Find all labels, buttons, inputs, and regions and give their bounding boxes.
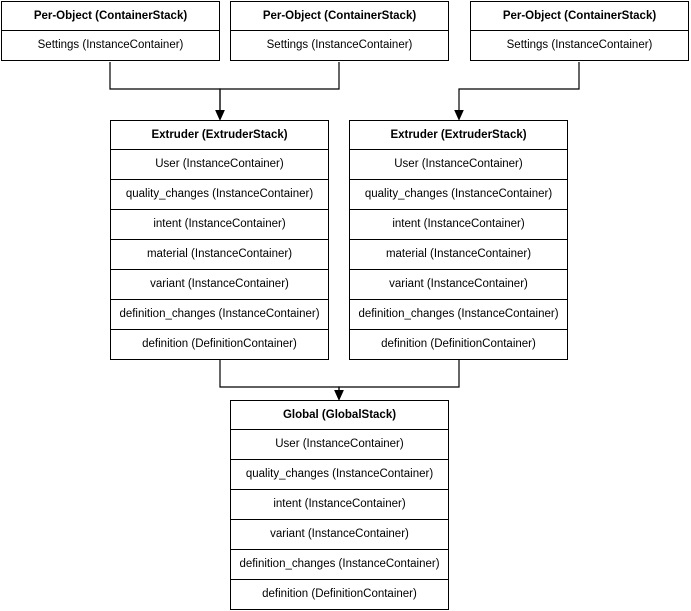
stack-header-extruder-1: Extruder (ExtruderStack)	[110, 120, 329, 150]
stack-row: User (InstanceContainer)	[110, 150, 329, 180]
stack-row: variant (InstanceContainer)	[110, 270, 329, 300]
stack-row: intent (InstanceContainer)	[230, 490, 449, 520]
stack-row: Settings (InstanceContainer)	[230, 31, 449, 61]
stack-header-per-object-3: Per-Object (ContainerStack)	[470, 1, 689, 31]
stack-row: intent (InstanceContainer)	[110, 210, 329, 240]
edge-per-object-2-to-extruder-1	[220, 62, 339, 116]
stack-row: intent (InstanceContainer)	[349, 210, 568, 240]
stack-row: definition_changes (InstanceContainer)	[110, 300, 329, 330]
stack-row: Settings (InstanceContainer)	[470, 31, 689, 61]
stack-row: definition_changes (InstanceContainer)	[230, 550, 449, 580]
stack-header-global: Global (GlobalStack)	[230, 400, 449, 430]
edge-extruder-1-to-global	[220, 360, 339, 396]
stack-row: material (InstanceContainer)	[110, 240, 329, 270]
stack-row: definition_changes (InstanceContainer)	[349, 300, 568, 330]
stack-row: Settings (InstanceContainer)	[1, 31, 220, 61]
stack-row: material (InstanceContainer)	[349, 240, 568, 270]
edge-per-object-3-to-extruder-2	[459, 62, 579, 116]
stack-row: variant (InstanceContainer)	[349, 270, 568, 300]
stack-row: quality_changes (InstanceContainer)	[110, 180, 329, 210]
stack-header-per-object-1: Per-Object (ContainerStack)	[1, 1, 220, 31]
stack-row: definition (DefinitionContainer)	[230, 580, 449, 610]
stack-row: variant (InstanceContainer)	[230, 520, 449, 550]
stack-row: User (InstanceContainer)	[230, 430, 449, 460]
edge-extruder-2-to-global	[339, 360, 459, 396]
stack-row: definition (DefinitionContainer)	[110, 330, 329, 360]
stack-header-per-object-2: Per-Object (ContainerStack)	[230, 1, 449, 31]
stack-row: User (InstanceContainer)	[349, 150, 568, 180]
stack-row: definition (DefinitionContainer)	[349, 330, 568, 360]
edge-per-object-1-to-extruder-1	[110, 62, 220, 116]
stack-row: quality_changes (InstanceContainer)	[230, 460, 449, 490]
stack-row: quality_changes (InstanceContainer)	[349, 180, 568, 210]
stack-header-extruder-2: Extruder (ExtruderStack)	[349, 120, 568, 150]
